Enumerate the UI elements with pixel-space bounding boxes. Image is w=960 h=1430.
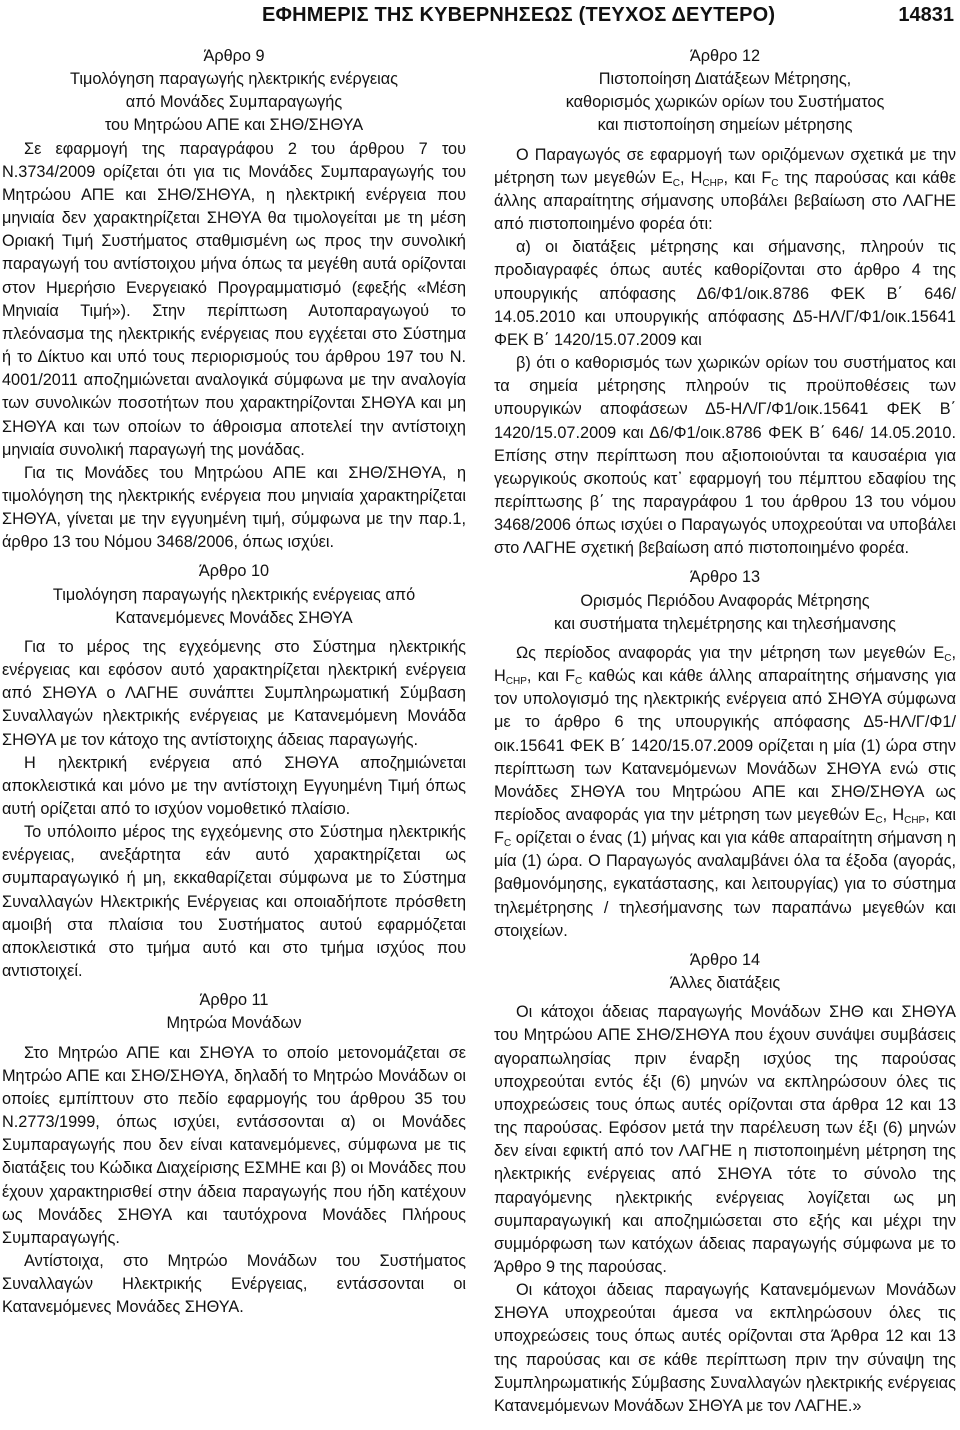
article-9-number: Άρθρο 9 xyxy=(203,47,265,65)
article-14-paragraph-1: Οι κάτοχοι άδειας παραγωγής Μονάδων ΣΗΘ και ΣΗΘΥΑ του Μητρώου ΑΠΕ ΣΗΘ/ΣΗΘΥΑ που έχουν συνάψει συμβάσεις αγοραπωλησίας πριν έναρξη ισχύος της παρούσας υποχρεούται εντός έξι (6) μηνών να εκπληρώσουν όλες τις υποχρεώσεις τους όπως αυτές ορίζονται στα άρθρα 12 και 13 της παρούσας. Εφόσον μετά την παρέλευση των έξι (6) μηνών δεν είναι εφικτή από τον ΛΑΓΗΕ η πιστοποιημένη μέτρηση της ηλεκτρικής ενέργειας από ΣΗΘΥΑ τότε το σύνολο της παραγόμενης ηλεκτρικής ενέργειας λογίζεται ως μη συμπαραγωγική και αποζημιώσεται στο εξής και μέχρι την συμμόρφωση των κατόχων άδειας παραγωγής σύμφωνα με το Άρθρο 9 της παρούσας. xyxy=(494,1003,956,1276)
article-10-title-line-2: Κατανεμόμενες Μονάδες ΣΗΘΥΑ xyxy=(115,608,353,627)
article-14-number: Άρθρο 14 xyxy=(689,950,761,969)
page-header xyxy=(0,0,960,38)
article-13-number: Άρθρο 13 xyxy=(689,568,761,587)
article-12-title-line-1: Πιστοποίηση Διατάξεων Μέτρησης, xyxy=(598,70,852,89)
article-13-title-line-1: Ορισμός Περιόδου Αναφοράς Μέτρησης xyxy=(580,591,870,610)
article-12-paragraph-2: α) οι διατάξεις μέτρησης και σήμανσης, πληρούν τις προδιαγραφές όπως αυτές καθορίζονται στο άρθρο 4 της υπουργικής απόφασης Δ6/Φ1/οικ.8786 ΦΕΚ Β΄ 646/ 14.05.2010 και υπουργικής απόφασης Δ5-ΗΛ/Γ/Φ1/οικ.15641 ΦΕΚ Β΄ 1420/15.07.2009 και xyxy=(494,238,956,349)
article-11-title-line-1: Μητρώα Μονάδων xyxy=(166,1014,302,1033)
left-column xyxy=(2,45,466,1319)
article-12-number: Άρθρο 12 xyxy=(689,47,761,65)
article-10-title-line-1: Τιμολόγηση παραγωγής ηλεκτρικής ενέργειας από xyxy=(52,585,416,604)
article-12-paragraph-1: Ο Παραγωγός σε εφαρμογή των οριζόμενων σχετικά με την μέτρηση των μεγεθών $E_C$, $H_{CHP}$, και $F_C$ της παρούσας και κάθε άλλης απαραίτητης σήμανσης υποβάλει βεβαίωση στο ΛΑΓΗΕ από πιστοποιημένο φορέα ότι: xyxy=(494,145,956,234)
article-9-title-line-1: Τιμολόγηση παραγωγής ηλεκτρικής ενέργειας xyxy=(69,70,399,89)
article-14-paragraph-2: Οι κάτοχοι άδειας παραγωγής Κατανεμόμενων Μονάδων ΣΗΘΥΑ υποχρεούται άμεσα να εκπληρώσουν όλες τις υποχρεώσεις τους όπως αυτές ορίζονται στα Άρθρα 12 και 13 της παρούσας και σε κάθε περίπτωση πριν την σύναψη της Συμπληρωματικής Σύμβασης Συναλλαγών ηλεκτρικής ενέργειας Κατανεμόμενων Μονάδων ΣΗΘΥΑ με τον ΛΑΓΗΕ.» xyxy=(494,1281,956,1415)
article-13-paragraph-1: Ως περίοδος αναφοράς για την μέτρηση των μεγεθών $E_C$, $H_{CHP}$, και $F_C$ καθώς και κάθε άλλης απαραίτητης σήμανσης για τον υπολογισμό της ηλεκτρικής ενέργεια από ΣΗΘΥΑ σύμφωνα με το άρθρο 6 της υπουργικής απόφασης Δ5-ΗΛ/Γ/Φ1/οικ.15641 ΦΕΚ Β΄ 1420/15.07.2009 ορίζεται η μία (1) ώρα στην περίπτωση των Κατανεμόμενων Μονάδων ΣΗΘΥΑ ενώ στις Μονάδες ΣΗΘΥΑ του Μητρώου ΑΠΕ και ΣΗΘ/ΣΗΘΥΑ ως περίοδος αναφοράς για την μέτρηση των μεγεθών $E_C$, $H_{CHP}$, και $F_C$ ορίζεται ο ένας (1) μήνας και για κάθε απαραίτητη σήμανση η μία (1) ώρα. Ο Παραγωγός αναλαμβάνει όλα τα έξοδα (αγοράς, βαθμονόμησης, εγκατάστασης, και λειτουργίας) για το σύστημα τηλεμέτρησης / τηλεσήμανσης των παραπάνω μεγεθών και στοιχείων. xyxy=(494,643,956,940)
page-number: 14831 xyxy=(898,4,954,26)
article-12-title-line-2: καθορισμός χωρικών ορίων του Συστήματος xyxy=(565,93,885,112)
article-11-paragraph-2: Αντίστοιχα, στο Μητρώο Μονάδων του Συστήματος Συναλλαγών Ηλεκτρικής Ενέργειας, εντάσσονται οι Κατανεμόμενες Μονάδες ΣΗΘΥΑ. xyxy=(2,1251,466,1317)
article-9-title-line-3: του Μητρώου ΑΠΕ και ΣΗΘ/ΣΗΘΥΑ xyxy=(104,116,364,135)
article-14-title-line-1: Άλλες διατάξεις xyxy=(669,974,781,993)
article-9-title-line-2: από Μονάδες Συμπαραγωγής xyxy=(125,93,343,112)
article-12-paragraph-3: β) ότι ο καθορισμός των χωρικών ορίων του συστήματος και τα σημεία μέτρησης πληρούν τις προϋποθέσεις των υπουργικών αποφάσεων Δ5-ΗΛ/Γ/Φ1/οικ.15641 ΦΕΚ Β΄ 1420/15.07.2009 και Δ6/Φ1/οικ.8786 ΦΕΚ Β΄ 646/ 14.05.2010. Επίσης στην περίπτωση που αξιοποιούνται τα καυσαέρια για γεωργικούς σκοπούς κατ᾽ εφαρμογή του πέμπτου εδαφίου της περίπτωσης β΄ της παραγράφου 1 του άρθρου 13 του νόμου 3468/2006 όπως ισχύει ο Παραγωγός υποχρεούται να υποβάλει στο ΛΑΓΗΕ σχετική βεβαίωση από πιστοποιημένο φορέα. xyxy=(494,354,956,558)
article-13-title-line-2: και συστήματα τηλεμέτρησης και τηλεσήμανσης xyxy=(553,614,897,633)
right-column xyxy=(494,45,956,1418)
article-12-title-line-3: και πιστοποίηση σημείων μέτρησης xyxy=(597,116,853,135)
article-10-number: Άρθρο 10 xyxy=(198,562,270,581)
article-10-paragraph-3: Το υπόλοιπο μέρος της εγχεόμενης στο Σύστημα ηλεκτρικής ενέργειας, ανεξάρτητα εάν αυτό χαρακτηρίζεται ως συμπαραγωγικό ή μη, εκκαθαρίζεται σύμφωνα με το Σύστημα Συναλλαγών Ηλεκτρικής Ενέργειας και οποιαδήποτε πρόσθετη αμοιβή στα πλαίσια του Συστήματος αυτού εφαρμόζεται αποκλειστικά στο τμήμα αυτό και στο τμήμα ισχύος που αντιστοιχεί. xyxy=(2,823,466,981)
gazette-title: ΕΦΗΜΕΡΙΣ ΤΗΣ ΚΥΒΕΡΝΗΣΕΩΣ (ΤΕΥΧΟΣ ΔΕΥΤΕΡΟ) xyxy=(262,4,776,26)
article-9-paragraph-2: Για τις Μονάδες του Μητρώου ΑΠΕ και ΣΗΘ/ΣΗΘΥΑ, η τιμολόγηση της ηλεκτρικής ενέργεια που μηνιαία χαρακτηρίζεται ΣΗΘΥΑ, γίνεται με την εγγυημένη τιμή, σύμφωνα με την παρ.1, άρθρο 13 του Νόμου 3468/2006, όπως ισχύει. xyxy=(2,463,466,552)
article-11-paragraph-1: Στο Μητρώο ΑΠΕ και ΣΗΘΥΑ το οποίο μετονομάζεται σε Μητρώο ΑΠΕ και ΣΗΘ/ΣΗΘΥΑ, δηλαδή το Μητρώο Μονάδων οι οποίες εμπίπτουν στο πεδίο εφαρμογής του άρθρου 35 του Ν.2773/1999, όπως ισχύει, εντάσσονται α) οι Μονάδες Συμπαραγωγής που δεν είναι κατανεμόμενες, σύμφωνα με τις διατάξεις του Κώδικα Διαχείρισης ΕΣΜΗΕ και β) οι Μονάδες που έχουν χαρακτηρισθεί στην άδεια παραγωγής που ήδη κατέχουν ως Μονάδες ΣΗΘΥΑ και ταυτόχρονα Μονάδες Πλήρους Συμπαραγωγής. xyxy=(2,1043,466,1247)
article-10-paragraph-2: Η ηλεκτρική ενέργεια από ΣΗΘΥΑ αποζημιώνεται αποκλειστικά και μόνο με την αντίστοιχη Εγγυημένη Τιμή όπως αυτή ορίζεται από το ισχύον νομοθετικό πλαίσιο. xyxy=(2,753,466,818)
article-9-paragraph-1: Σε εφαρμογή της παραγράφου 2 του άρθρου 7 του Ν.3734/2009 ορίζεται ότι για τις Μονάδες Συμπαραγωγής του Μητρώου ΑΠΕ και ΣΗΘ/ΣΗΘΥΑ, η ηλεκτρική ενέργεια που μηνιαία δεν χαρακτηρίζεται ΣΗΘΥΑ θα τιμολογείται με τη μέση Οριακή Τιμή Συστήματος σταθμισμένη ως προς την συνολική παραγωγή του αντίστοιχου μήνα όπως τα μεγέθη αυτά ορίζονται στον Ημερήσιο Ενεργειακό Προγραμματισμό (εφεξής «Μέση Μηνιαία Τιμή»). Στην περίπτωση Αυτοπαραγωγού το πλεόνασμα της ηλεκτρικής ενέργειας που εγχέεται στο Σύστημα ή το Δίκτυο και υπό τους περιορισμούς του άρθρου 197 του Ν. 4001/2011 αποζημιώνεται αναλογικά σύμφωνα με την αναλογία των συνολικών ποσοτήτων που χαρακτηρίζονται ΣΗΘΥΑ και μη ΣΗΘΥΑ και των οποίων το άθροισμα αποτελεί την αντίστοιχη μηνιαία συνολική παραγωγή της μονάδας. xyxy=(2,139,466,459)
article-10-paragraph-1: Για το μέρος της εγχεόμενης στο Σύστημα ηλεκτρικής ενέργειας και εφόσον αυτό χαρακτηρίζεται ηλεκτρική ενέργεια από ΣΗΘΥΑ ο ΛΑΓΗΕ συνάπτει Συμπληρωματική Σύμβαση Συναλλαγών ηλεκτρικής ενέργειας με Κατανεμόμενη Μονάδα ΣΗΘΥΑ με τον κάτοχο της αντίστοιχης άδειας παραγωγής. xyxy=(2,637,466,749)
article-11-number: Άρθρο 11 xyxy=(199,991,269,1010)
